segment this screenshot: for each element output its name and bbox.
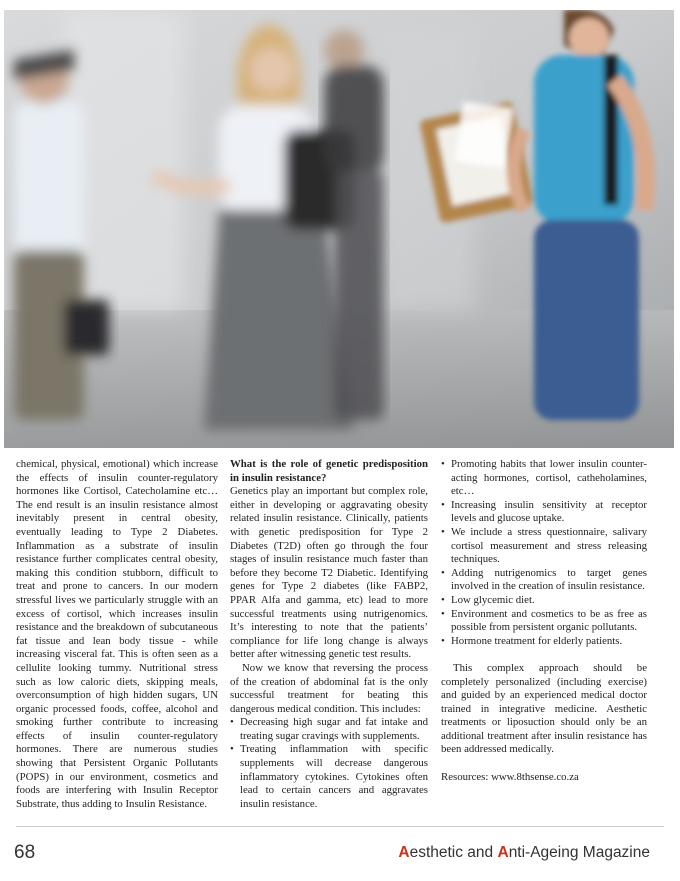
list-item: • Decreasing high sugar and fat intake and treating sugar cravings with supplements.	[230, 716, 428, 743]
body-paragraph: Genetics play an important but complex role, either in developing or aggravating obesity related insulin resistance. Clinically, patients with genetic predisposition for Type 2 Diabetes (T2D) often go through the four stages of insulin resistance much faster than before they become T2 Diabetic. Identifying genes for Type 2 diabetes (like FABP2, PPAR Alfa and gamma, etc) lead to more successful treatments using nutrigenomics. It’s interesting to note that the patients’ compliance for life long change is always better after witnessing genetic test results.	[230, 485, 428, 661]
blurred-pedestrians-photo	[4, 10, 674, 448]
treatment-list	[230, 716, 428, 811]
list-item: • Hormone treatment for elderly patients.	[441, 635, 647, 649]
treatment-list-continued	[441, 458, 647, 648]
section-question-heading: What is the role of genetic predisposition in insulin resistance?	[230, 458, 428, 484]
list-item: • Increasing insulin sensitivity at receptor levels and glucose uptake.	[441, 499, 647, 526]
closing-paragraph: This complex approach should be completely personalized (including exercise) and guided by an experienced medical doctor trained in integrative medicine. Aesthetic treatments or liposuction should only be an additional treatment after insulin resistance has been addressed medically.	[441, 661, 647, 756]
footer-divider	[16, 826, 664, 827]
body-paragraph: Now we know that reversing the process of the creation of abdominal fat is the only successful treatment for beating this dangerous medical condition. This includes:	[230, 661, 428, 715]
article-column-1	[16, 458, 218, 811]
magazine-word-aesthetic: esthetic and	[409, 844, 498, 861]
list-item: • Adding nutrigenomics to target genes involved in the creation of insulin resistance.	[441, 567, 647, 594]
article-column-3	[441, 458, 647, 784]
magazine-word-anti-ageing: nti-Ageing Magazine	[508, 844, 650, 861]
magazine-initial-a2: A	[497, 844, 509, 861]
list-item: • We include a stress questionnaire, salivary cortisol measurement and stress releasing techniques.	[441, 526, 647, 567]
magazine-initial-a: A	[398, 844, 410, 861]
header-photo	[4, 10, 674, 448]
article-column-2	[230, 458, 428, 811]
resources-line: Resources: www.8thsense.co.za	[441, 770, 579, 783]
list-item: • Treating inflammation with specific supplements will decrease dangerous inflammatory cytokines. Cytokines often lead to certain cancers and aggravates insulin resistance.	[230, 743, 428, 811]
body-paragraph: chemical, physical, emotional) which increase the effects of insulin counter-regulatory hormones like Cortisol, Catecholamine etc… The end result is an insulin resistance almost inevitably present in central obesity, eventually leading to Type 2 Diabetes. Inflammation as a substrate of insulin resistance further complicates central obesity, making this condition stubborn, difficult to treat and prone to cancers. In our modern stressful lives we particularly struggle with an excess of cortisol, which increases insulin resistance and the breakdown of subcutaneous fat tissue and lean body tissue - while increasing visceral fat. This is often seen as a cellulite looking tummy. Nutritional stress such as low caloric diets, skipping meals, overconsumption of high hidden sugars, UN organic processed foods, coffee, alcohol and smoking further contribute to increasing effects of insulin counter-regulatory hormones. There are numerous studies showing that Persistent Organic Pollutants (POPS) in our environment, cosmetics and foods are interfering with Insulin Receptor Substrate, thus adding to Insulin Resistance.	[16, 458, 218, 810]
list-item: • Promoting habits that lower insulin counter-acting hormones, cortisol, catheholamines, etc…	[441, 458, 647, 499]
list-item: • Low glycemic diet.	[441, 594, 647, 608]
list-item: • Environment and cosmetics to be as free as possible from persistent organic pollutants.	[441, 608, 647, 635]
page-number: 68	[14, 842, 36, 863]
magazine-title	[398, 844, 650, 862]
